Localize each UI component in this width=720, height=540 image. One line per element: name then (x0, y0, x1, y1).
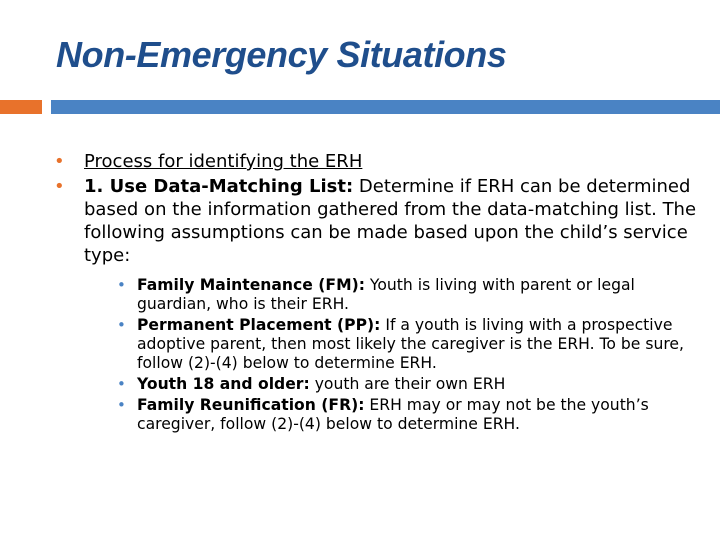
bullet-text-process: Process for identifying the ERH (84, 151, 363, 172)
sub-bullet-bold: Youth 18 and older: (137, 375, 310, 393)
bullet-item-process (52, 150, 712, 173)
bullet-bold-data-matching: 1. Use Data-Matching List: (84, 176, 354, 197)
sub-bullet-icon: • (117, 375, 126, 393)
sub-bullet-fr (84, 396, 712, 434)
sub-bullet-text: If a youth is living with a prospective adoptive parent, then most likely the caregiver is the ERH. To be sure, follow (2)-(4) below to determine ERH. (137, 316, 684, 372)
bullet-item-data-matching (52, 175, 712, 434)
sub-bullet-icon: • (117, 396, 126, 414)
sub-bullet-text: youth are their own ERH (309, 375, 506, 393)
slide-title: Non-Emergency Situations (56, 34, 507, 75)
sub-bullet-youth18 (84, 375, 712, 394)
bullet-text-data-matching: Determine if ERH can be determined based on the information gathered from the data-matching list. The following assumptions can be made based upon the child’s service type: (84, 176, 697, 266)
sub-bullet-bold: Family Reunification (FR): (137, 396, 365, 414)
sub-bullet-text: ERH may or may not be the youth’s caregiver, follow (2)-(4) below to determine ERH. (137, 396, 649, 433)
bullet-icon: • (54, 151, 65, 172)
bullet-list (52, 150, 712, 434)
sub-bullet-bold: Permanent Placement (PP): (137, 316, 381, 334)
sub-bullet-fm (84, 276, 712, 314)
slide-content (52, 150, 712, 436)
sub-bullet-list (84, 276, 712, 434)
bullet-icon: • (54, 176, 65, 197)
sub-bullet-pp (84, 316, 712, 373)
sub-bullet-icon: • (117, 276, 126, 294)
sub-bullet-icon: • (117, 316, 126, 334)
accent-bar-orange (0, 100, 42, 114)
sub-bullet-text: Youth is living with parent or legal guardian, who is their ERH. (137, 276, 635, 313)
accent-bar-blue (51, 100, 720, 114)
sub-bullet-bold: Family Maintenance (FM): (137, 276, 365, 294)
